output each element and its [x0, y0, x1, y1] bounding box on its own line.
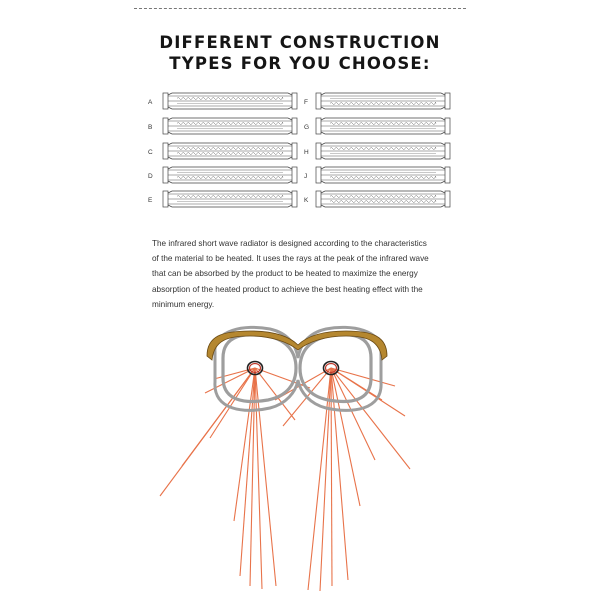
- ray-line: [331, 368, 395, 386]
- tube-end-cap: [292, 93, 297, 109]
- tube-end-cap: [292, 191, 297, 207]
- filament-coil: [177, 122, 283, 125]
- type-label: G: [304, 124, 310, 131]
- tube-outline: [168, 181, 292, 183]
- tube-end-cap: [163, 191, 168, 207]
- filament-coil: [330, 122, 436, 125]
- tube-end-cap: [445, 191, 450, 207]
- description-line: The infrared short wave radiator is designed according to the characteristics: [152, 239, 427, 248]
- construction-type-a: [148, 93, 297, 109]
- title-line-2: TYPES FOR YOU CHOOSE:: [169, 54, 431, 73]
- tube-end-cap: [292, 143, 297, 159]
- tube-outline: [321, 181, 445, 183]
- tube-outline: [168, 157, 292, 159]
- construction-type-e: [148, 191, 297, 207]
- radiation-diagram: [0, 318, 600, 600]
- tube-outline: [168, 118, 292, 120]
- tube-end-cap: [163, 93, 168, 109]
- tube-outline: [321, 118, 445, 120]
- type-label: E: [148, 197, 153, 204]
- construction-type-f: [304, 93, 450, 109]
- tube-outline: [321, 167, 445, 169]
- tube-outline: [321, 107, 445, 109]
- tube-end-cap: [292, 167, 297, 183]
- tube-end-cap: [445, 167, 450, 183]
- tube-end-cap: [163, 167, 168, 183]
- tube-end-cap: [163, 118, 168, 134]
- construction-type-j: [304, 167, 450, 183]
- description-line: minimum energy.: [152, 299, 215, 309]
- tube-outline: [321, 205, 445, 207]
- filament-coil: [177, 152, 283, 155]
- tube-outline: [168, 107, 292, 109]
- tube-outer-outline: [215, 327, 381, 410]
- tube-outline: [168, 143, 292, 145]
- tube-end-cap: [316, 143, 321, 159]
- tube-outline: [321, 132, 445, 134]
- filament-coil: [177, 195, 283, 198]
- title-line-1: DIFFERENT CONSTRUCTION: [159, 33, 441, 52]
- construction-type-b: [148, 118, 297, 134]
- construction-type-g: [304, 118, 450, 134]
- tube-outline: [321, 157, 445, 159]
- tube-cross-section: [215, 327, 381, 410]
- tube-end-cap: [445, 143, 450, 159]
- filament-coil: [330, 176, 436, 179]
- top-divider: [134, 8, 466, 9]
- description-paragraph: [152, 236, 462, 312]
- construction-type-d: [148, 167, 297, 183]
- tube-end-cap: [163, 143, 168, 159]
- tube-outline: [168, 205, 292, 207]
- construction-type-c: [148, 143, 297, 159]
- tube-end-cap: [316, 191, 321, 207]
- description-line: that can be absorbed by the product to be heated to maximize the energy: [152, 269, 418, 279]
- type-label: D: [148, 173, 153, 180]
- type-label: A: [148, 99, 153, 106]
- filament-coil: [330, 147, 436, 150]
- type-label: H: [304, 149, 309, 156]
- type-label: F: [304, 99, 308, 106]
- tube-outline: [321, 191, 445, 193]
- tube-outline: [168, 93, 292, 95]
- tube-outline-left: [223, 335, 296, 402]
- tube-outline: [168, 132, 292, 134]
- type-label: B: [148, 124, 153, 131]
- description-line: of the material to be heated. It uses the rays at the peak of the infrared wave: [152, 254, 429, 264]
- filament-coil: [177, 147, 283, 150]
- ray-line: [331, 368, 360, 506]
- tube-outline: [321, 143, 445, 145]
- tube-end-cap: [316, 118, 321, 134]
- tube-end-cap: [316, 93, 321, 109]
- type-label: J: [304, 173, 308, 180]
- description-line: absorption of the heated product to achieve the best heating effect with the: [152, 284, 423, 294]
- construction-types-grid: [0, 80, 600, 215]
- filament-coil: [177, 176, 283, 179]
- tube-end-cap: [445, 93, 450, 109]
- tube-outline: [321, 93, 445, 95]
- filament-coil: [330, 200, 436, 203]
- type-label: K: [304, 197, 309, 204]
- page-title: [0, 32, 600, 74]
- tube-outline: [168, 167, 292, 169]
- tube-end-cap: [316, 167, 321, 183]
- tube-outline: [168, 191, 292, 193]
- filament-coil: [330, 102, 436, 105]
- type-label: C: [148, 149, 153, 156]
- tube-end-cap: [445, 118, 450, 134]
- filament-coil: [177, 97, 283, 100]
- tube-end-cap: [292, 118, 297, 134]
- construction-type-k: [304, 191, 450, 207]
- filament-coil: [330, 195, 436, 198]
- construction-type-h: [304, 143, 450, 159]
